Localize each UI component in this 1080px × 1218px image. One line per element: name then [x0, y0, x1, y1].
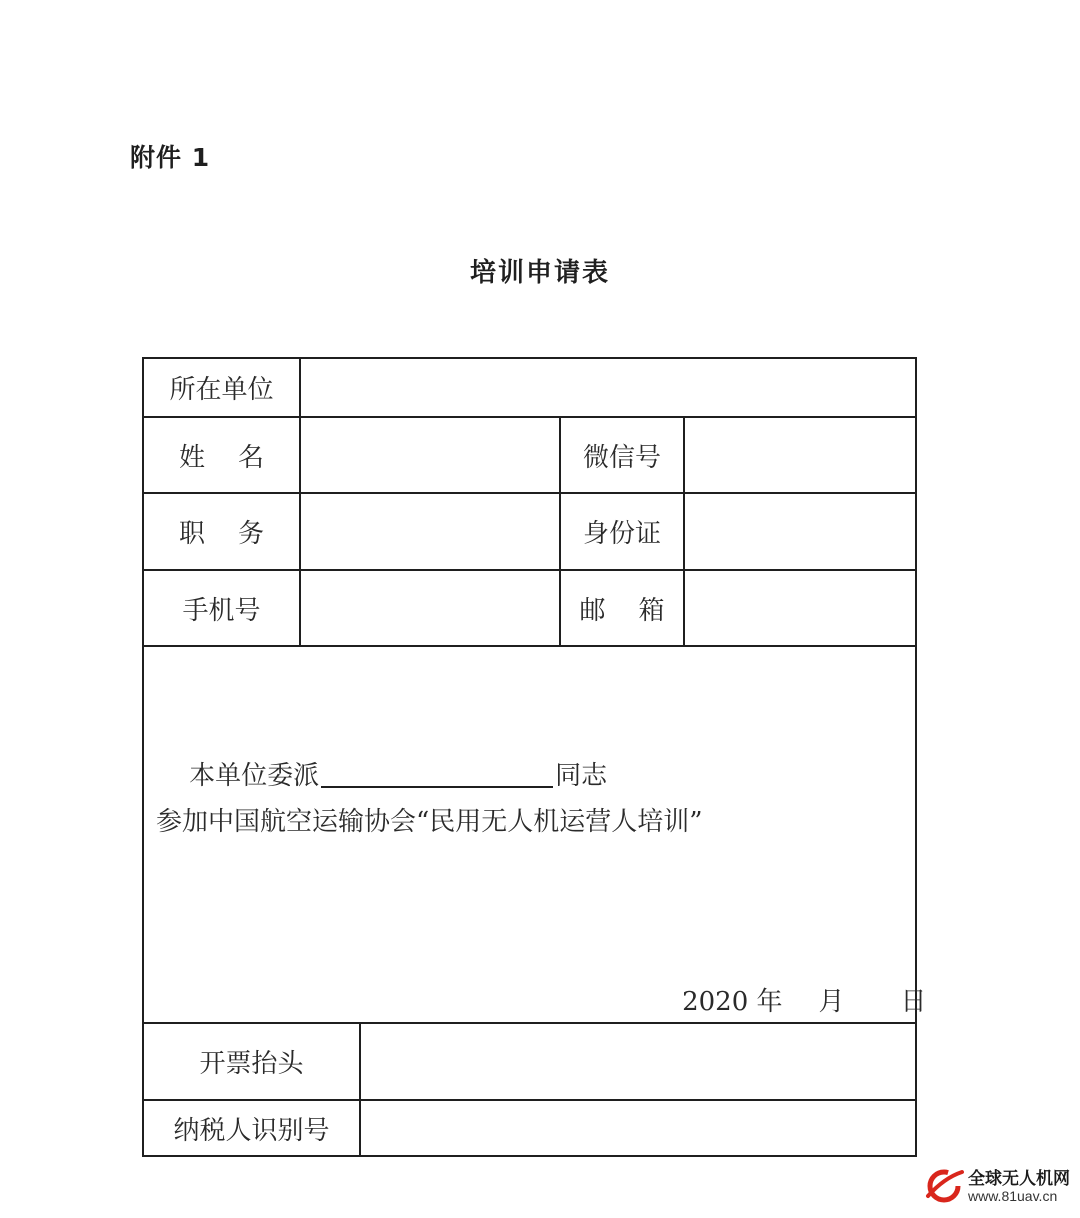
delegate-name-blank[interactable] — [321, 756, 553, 788]
id-card-label: 身份证 — [582, 519, 661, 549]
statement-suffix: 同志 — [555, 761, 608, 791]
date-month: 月 — [818, 987, 845, 1017]
wechat-field[interactable] — [685, 418, 915, 492]
invoice-title-label: 开票抬头 — [199, 1049, 304, 1079]
position-field[interactable] — [301, 494, 559, 569]
id-card-field[interactable] — [685, 494, 915, 569]
site-logo-icon — [924, 1166, 964, 1206]
form-title: 培训申请表 — [469, 258, 610, 288]
phone-field[interactable] — [301, 571, 559, 645]
watermark — [920, 1162, 1080, 1212]
invoice-title-field[interactable] — [361, 1024, 915, 1099]
email-field[interactable] — [685, 571, 915, 645]
phone-label: 手机号 — [182, 595, 261, 626]
position-label: 职 务 — [178, 519, 265, 549]
training-application-table — [142, 357, 927, 1157]
name-label: 姓 名 — [178, 442, 265, 473]
statement-prefix: 本单位委派 — [189, 761, 320, 791]
attachment-label: 附件 1 — [130, 143, 211, 172]
taxpayer-id-label: 纳税人识别号 — [173, 1115, 330, 1146]
date-day: 日 — [900, 987, 927, 1017]
date-year: 2020 年 — [682, 987, 783, 1017]
wechat-label: 微信号 — [582, 442, 661, 473]
taxpayer-id-field[interactable] — [361, 1101, 915, 1155]
unit-field[interactable] — [301, 359, 915, 416]
watermark-url: www.81uav.cn — [968, 1188, 1058, 1204]
name-field[interactable] — [301, 418, 559, 492]
watermark-site-name: 全球无人机网 — [968, 1169, 1070, 1188]
row-divider — [144, 645, 915, 647]
email-label: 邮 箱 — [579, 595, 665, 626]
statement-line2: 参加中国航空运输协会“民用无人机运营人培训” — [156, 807, 703, 837]
unit-label: 所在单位 — [169, 375, 274, 405]
